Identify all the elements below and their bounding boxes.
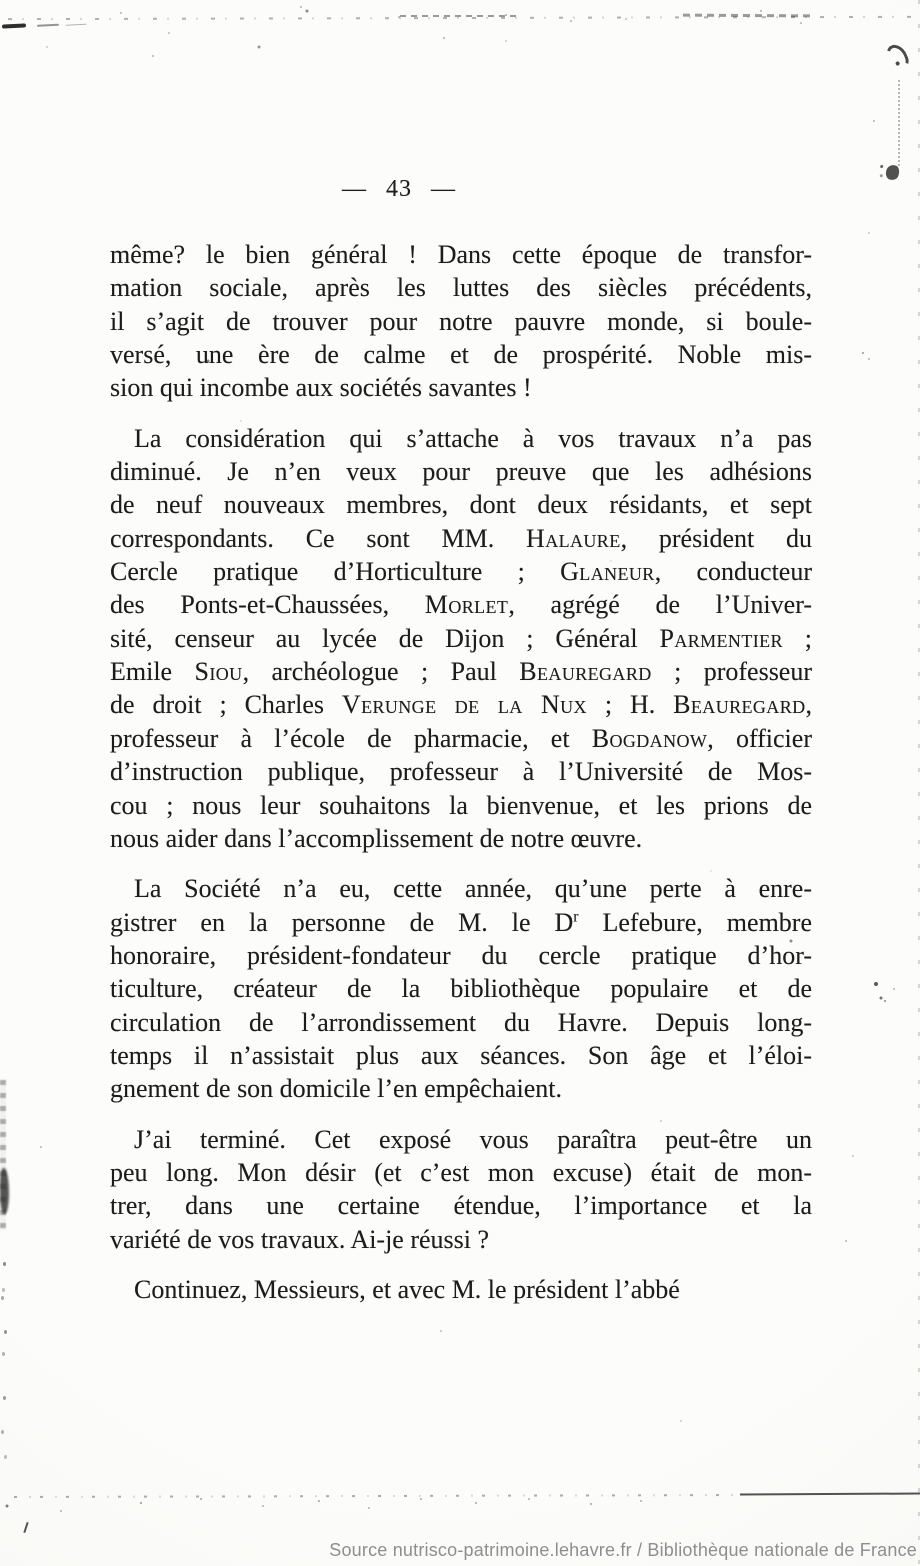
small-caps-name: Verunge de la Nux bbox=[341, 690, 587, 720]
text-line: trer, dans une certaine étendue, l’importance et la bbox=[110, 1191, 812, 1221]
margin-ink-squiggle bbox=[884, 41, 912, 72]
small-caps-name: Parmentier bbox=[659, 623, 783, 653]
text-line: d’instruction publique, professeur à l’Université de Mos- bbox=[110, 757, 812, 787]
small-caps-name: Glaneur bbox=[560, 557, 655, 587]
text-line: La considération qui s’attache à vos travaux n’a pas bbox=[134, 423, 812, 453]
small-caps-name: Beauregard bbox=[519, 657, 652, 687]
text-line: des Ponts-et-Chaussées, Morlet, agrégé de l’Univer- bbox=[110, 590, 812, 620]
text-line: Emile Siou, archéologue ; Paul Beauregard ; professeur bbox=[110, 657, 813, 687]
text-line: correspondants. Ce sont MM. Halaure, président du bbox=[110, 523, 812, 553]
text-line: La Société n’a eu, cette année, qu’une perte à enre- bbox=[134, 874, 812, 904]
superscript: r bbox=[573, 907, 579, 925]
paragraph bbox=[110, 238, 812, 405]
page-number: — 43 — bbox=[342, 176, 456, 202]
text-line: il s’agit de trouver pour notre pauvre monde, si boule- bbox=[110, 306, 812, 336]
source-attribution: Source nutrisco-patrimoine.lehavre.fr / Bibliothèque nationale de France bbox=[329, 1540, 917, 1560]
margin-dot-trail bbox=[898, 80, 900, 166]
text-line: honoraire, président-fondateur du cercle pratique d’hor- bbox=[110, 940, 812, 970]
text-line: sité, censeur au lycée de Dijon ; Général Parmentier ; bbox=[110, 623, 812, 653]
small-caps-name: Morlet bbox=[424, 590, 509, 620]
text-line: professeur à l’école de pharmacie, et Bogdanow, officier bbox=[110, 723, 812, 753]
text-line: nous aider dans l’accomplissement de notre œuvre. bbox=[110, 823, 643, 853]
top-dotted-rule-dense-segment bbox=[400, 15, 518, 17]
ink-dash-mark bbox=[2, 23, 26, 28]
text-line: J’ai terminé. Cet exposé vous paraîtra peut-être un bbox=[134, 1124, 812, 1154]
small-caps-name: Siou bbox=[194, 657, 243, 687]
text-line: mation sociale, après les luttes des siècles précédents, bbox=[110, 273, 812, 303]
text-line: peu long. Mon désir (et c’est mon excuse) était de mon- bbox=[110, 1157, 812, 1187]
text-line: même? le bien général ! Dans cette époque de transfor- bbox=[110, 240, 812, 269]
small-caps-name: Beauregard bbox=[673, 690, 806, 720]
text-line: de neuf nouveaux membres, dont deux résidants, et sept bbox=[110, 490, 812, 520]
text-line: sion qui incombe aux sociétés savantes ! bbox=[110, 373, 532, 403]
text-line: circulation de l’arrondissement du Havre. Depuis long- bbox=[110, 1007, 812, 1037]
text-line: Cercle pratique d’Horticulture ; Glaneur, conducteur bbox=[110, 557, 812, 587]
bottom-dotted-rule bbox=[14, 1494, 740, 1498]
text-line: gistrer en la personne de M. le $D^r$ Lefebure, membre bbox=[110, 907, 812, 937]
text-line: de droit ; Charles Verunge de la Nux ; H. Beauregard, bbox=[110, 690, 813, 720]
ink-slash-mark bbox=[23, 1522, 28, 1533]
margin-ink-blot bbox=[884, 164, 900, 182]
page-body bbox=[110, 238, 812, 1323]
text-line: temps il n’assistait plus aux séances. Son âge et l’éloi- bbox=[110, 1040, 812, 1070]
text-line: diminué. Je n’en veux pour preuve que les adhésions bbox=[110, 457, 812, 487]
paragraph bbox=[110, 1123, 812, 1256]
text-line: versé, une ère de calme et de prospérité. Noble mis- bbox=[110, 340, 812, 370]
text-line: cou ; nous leur souhaitons la bienvenue, et les prions de bbox=[110, 790, 812, 820]
left-edge-ink-blot bbox=[0, 1168, 9, 1214]
text-line: ticulture, créateur de la bibliothèque populaire et de bbox=[110, 974, 812, 1004]
paragraph bbox=[110, 1273, 812, 1306]
small-caps-name: Halaure bbox=[526, 523, 621, 553]
paragraph bbox=[110, 422, 812, 855]
text-line: Continuez, Messieurs, et avec M. le président l’abbé bbox=[134, 1274, 680, 1304]
text-line: gnement de son domicile l’en empêchaient. bbox=[110, 1074, 562, 1104]
bottom-rule-solid-segment bbox=[740, 1493, 920, 1496]
text-line: variété de vos travaux. Ai-je réussi ? bbox=[110, 1224, 490, 1254]
paragraph bbox=[110, 872, 812, 1105]
small-caps-name: Bogdanow bbox=[591, 723, 708, 753]
left-edge-speckles bbox=[0, 0, 3, 4]
